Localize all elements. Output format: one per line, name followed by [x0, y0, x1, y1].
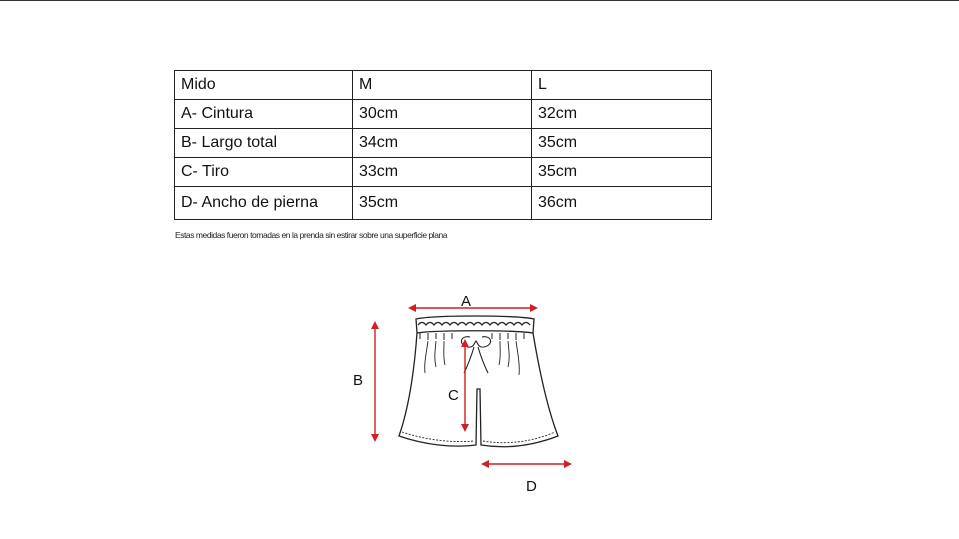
top-divider [0, 0, 959, 1]
header-cell-size-l: L [532, 71, 712, 100]
table-row [175, 100, 712, 129]
row-label: D- Ancho de pierna [175, 187, 353, 220]
label-d: D [526, 478, 537, 495]
label-c: C [448, 387, 459, 404]
shorts-measurement-diagram [340, 285, 600, 500]
table-row [175, 129, 712, 158]
header-cell-size-m: M [353, 71, 532, 100]
row-value-l: 36cm [532, 187, 712, 220]
size-chart-table [174, 70, 712, 220]
row-value-l: 32cm [532, 100, 712, 129]
label-a: A [461, 293, 472, 310]
waistband-ruffle [418, 323, 530, 326]
measurement-note: Estas medidas fueron tomadas en la prenda sin estirar sobre una superficie plana [175, 230, 448, 240]
drawstring-bow [461, 337, 490, 373]
row-label: C- Tiro [175, 158, 353, 187]
row-label: A- Cintura [175, 100, 353, 129]
shorts-illustration [399, 316, 558, 447]
row-value-m: 34cm [353, 129, 532, 158]
table-header-row [175, 71, 712, 100]
table-row [175, 158, 712, 187]
label-b: B [353, 372, 364, 389]
header-cell-measure: Mido [175, 71, 353, 100]
row-value-m: 30cm [353, 100, 532, 129]
row-label: B- Largo total [175, 129, 353, 158]
row-value-m: 35cm [353, 187, 532, 220]
table-row [175, 187, 712, 220]
row-value-l: 35cm [532, 129, 712, 158]
waistband-pleats [420, 333, 524, 340]
row-value-l: 35cm [532, 158, 712, 187]
row-value-m: 33cm [353, 158, 532, 187]
